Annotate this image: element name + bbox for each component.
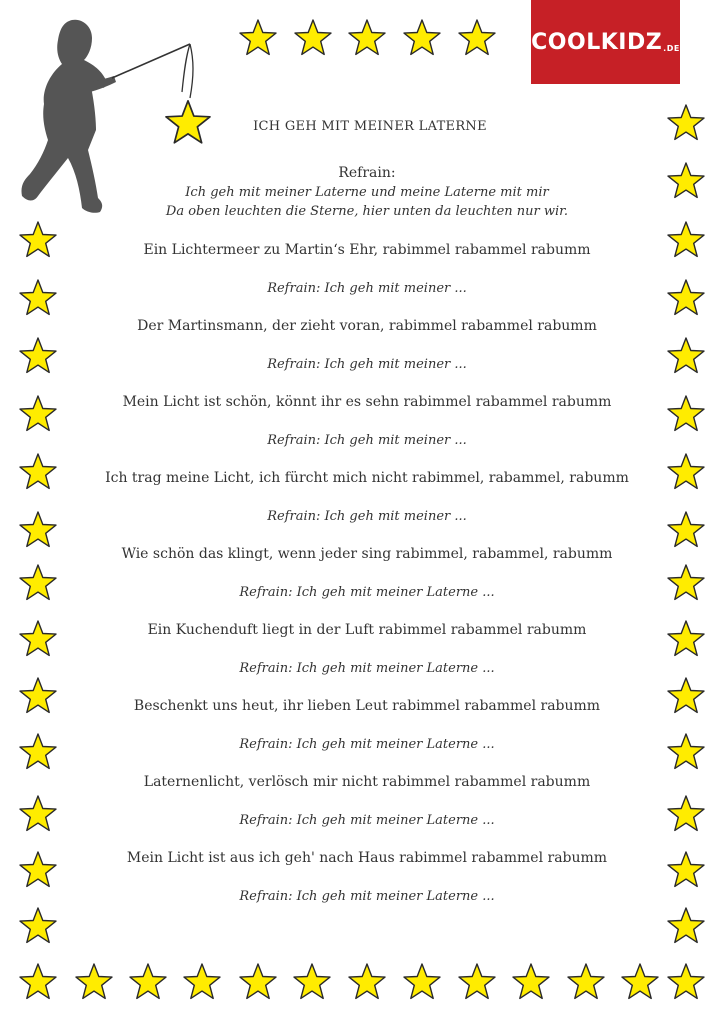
verse-1-refrain: Refrain: Ich geh mit meiner ...	[267, 281, 467, 296]
verse-4-refrain: Refrain: Ich geh mit meiner ...	[267, 509, 467, 524]
verse-9: Mein Licht ist aus ich geh' nach Haus rabimmel rabammel rabumm	[126, 850, 608, 866]
verse-7: Beschenkt uns heut, ihr lieben Leut rabimmel rabammel rabumm	[133, 698, 601, 714]
star-icon	[76, 964, 112, 998]
verse-6-refrain: Refrain: Ich geh mit meiner Laterne ...	[239, 661, 495, 676]
star-icon	[240, 964, 276, 998]
star-icon	[622, 964, 658, 998]
verse-5: Wie schön das klingt, wenn jeder sing rabimmel, rabammel, rabumm	[121, 546, 613, 562]
star-icon	[294, 964, 330, 998]
star-icon	[668, 964, 704, 998]
star-icon	[404, 20, 440, 54]
verse-8-refrain: Refrain: Ich geh mit meiner Laterne ...	[239, 813, 495, 828]
star-icon	[349, 964, 385, 998]
verse-3-refrain: Refrain: Ich geh mit meiner ...	[267, 433, 467, 448]
star-icon	[349, 20, 385, 54]
star-icon	[513, 964, 549, 998]
verse-8: Laternenlicht, verlösch mir nicht rabimmel rabammel rabumm	[143, 774, 591, 790]
verse-3: Mein Licht ist schön, könnt ihr es sehn rabimmel rabammel rabumm	[122, 394, 612, 410]
star-icon	[668, 908, 704, 942]
song-title: ICH GEH MIT MEINER LATERNE	[253, 119, 487, 134]
star-icon	[459, 964, 495, 998]
refrain-label: Refrain:	[338, 165, 396, 181]
verse-9-refrain: Refrain: Ich geh mit meiner Laterne ...	[239, 889, 495, 904]
verse-1: Ein Lichtermeer zu Martin‘s Ehr, rabimmel rabammel rabumm	[143, 242, 591, 258]
star-icon	[459, 20, 495, 54]
verse-6: Ein Kuchenduft liegt in der Luft rabimmel rabammel rabumm	[147, 622, 587, 638]
coolkidz-logo[interactable]	[531, 0, 680, 84]
star-icon	[130, 964, 166, 998]
star-icon	[184, 964, 220, 998]
star-icon	[240, 20, 276, 54]
verse-4: Ich trag meine Licht, ich fürcht mich nicht rabimmel, rabammel, rabumm	[105, 470, 629, 486]
logo-text: COOLKIDZ	[531, 29, 663, 55]
refrain-line-2: Da oben leuchten die Sterne, hier unten da leuchten nur wir.	[165, 204, 569, 219]
verse-2-refrain: Refrain: Ich geh mit meiner ...	[267, 357, 467, 372]
verse-2: Der Martinsmann, der zieht voran, rabimmel rabammel rabumm	[137, 318, 597, 334]
star-icon	[295, 20, 331, 54]
star-icon	[20, 908, 56, 942]
star-icon	[568, 964, 604, 998]
refrain-line-1: Ich geh mit meiner Laterne und meine Laterne mit mir	[185, 185, 549, 200]
logo-suffix: .DE	[663, 43, 680, 53]
star-icon	[404, 964, 440, 998]
verse-5-refrain: Refrain: Ich geh mit meiner Laterne ...	[239, 585, 495, 600]
verse-7-refrain: Refrain: Ich geh mit meiner Laterne ...	[239, 737, 495, 752]
star-icon	[20, 964, 56, 998]
